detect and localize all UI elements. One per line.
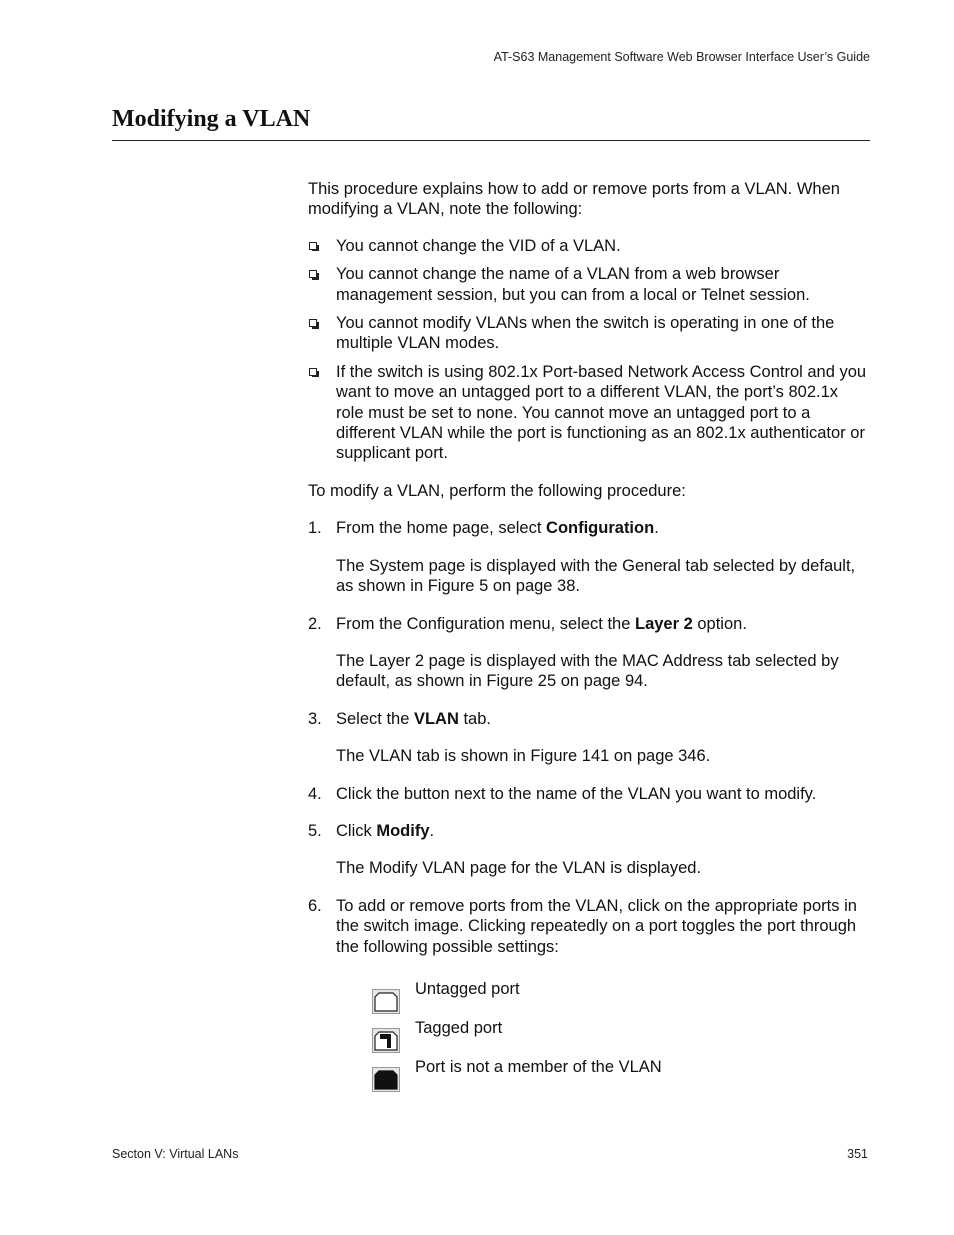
- ui-term: VLAN: [413, 709, 459, 728]
- port-legend: [372, 979, 870, 1096]
- notes-list: [308, 236, 870, 464]
- checkbox-bullet-icon: [309, 319, 317, 327]
- checkbox-bullet-icon: [309, 368, 317, 376]
- step-result: The System page is displayed with the General tab selected by default, as shown in Figure 5 on page 38.: [336, 556, 856, 596]
- procedure-steps: [308, 518, 870, 1096]
- procedure-lead: To modify a VLAN, perform the following procedure:: [308, 481, 686, 500]
- ui-term: Modify: [376, 821, 430, 840]
- step-result: The VLAN tab is shown in Figure 141 on page 346.: [336, 747, 711, 766]
- step-3: 3. Select the VLAN tab. The VLAN tab is shown in Figure 141 on page 346.: [308, 709, 870, 767]
- step-result: The Layer 2 page is displayed with the MAC Address tab selected by default, as shown in Figure 25 on page 94.: [336, 651, 839, 691]
- list-item: You cannot modify VLANs when the switch is operating in one of the multiple VLAN modes.: [308, 313, 870, 354]
- step-result: The Modify VLAN page for the VLAN is displayed.: [336, 859, 702, 878]
- step-6: 6. To add or remove ports from the VLAN, click on the appropriate ports in the switch image. Clicking repeatedly on a port toggles the port through the following possible settings: Untagged port Tagged port Port is not a member of the VLAN: [308, 896, 870, 1096]
- title-rule: [112, 140, 870, 141]
- ui-term: Layer 2: [634, 614, 693, 633]
- checkbox-bullet-icon: [309, 270, 317, 278]
- non-member-port-icon: [372, 1067, 400, 1092]
- step-4: 4. Click the button next to the name of the VLAN you want to modify.: [308, 784, 817, 803]
- step-1: 1. From the home page, select Configuration. The System page is displayed with the General tab selected by default, as shown in Figure 5 on page 38.: [308, 518, 870, 596]
- list-item: You cannot change the VID of a VLAN.: [308, 236, 870, 256]
- list-item: If the switch is using 802.1x Port-based Network Access Control and you want to move an untagged port to a different VLAN, the port’s 802.1x role must be set to none. You cannot move an untagged port to a different VLAN while the port is functioning as an 802.1x authenticator or supplicant port.: [308, 362, 870, 464]
- legend-row: Tagged port: [372, 1018, 870, 1057]
- body-content: [308, 179, 870, 1113]
- checkbox-bullet-icon: [309, 242, 317, 250]
- step-5: 5. Click Modify. The Modify VLAN page for the VLAN is displayed.: [308, 821, 870, 879]
- list-item: You cannot change the name of a VLAN from a web browser management session, but you can from a local or Telnet session.: [308, 264, 870, 305]
- untagged-port-icon: [372, 989, 400, 1014]
- section-title: Modifying a VLAN: [112, 106, 311, 132]
- footer-section: Secton V: Virtual LANs: [112, 1147, 239, 1161]
- page-number: 351: [847, 1147, 868, 1161]
- tagged-port-icon: [372, 1028, 400, 1053]
- ui-term: Configuration: [546, 519, 655, 538]
- running-header: AT-S63 Management Software Web Browser Interface User’s Guide: [493, 50, 870, 64]
- legend-row: Port is not a member of the VLAN: [372, 1057, 870, 1096]
- intro-paragraph: This procedure explains how to add or remove ports from a VLAN. When modifying a VLAN, note the following:: [308, 180, 840, 219]
- step-2: 2. From the Configuration menu, select the Layer 2 option. The Layer 2 page is displayed with the MAC Address tab selected by default, as shown in Figure 25 on page 94.: [308, 614, 870, 692]
- legend-row: Untagged port: [372, 979, 870, 1018]
